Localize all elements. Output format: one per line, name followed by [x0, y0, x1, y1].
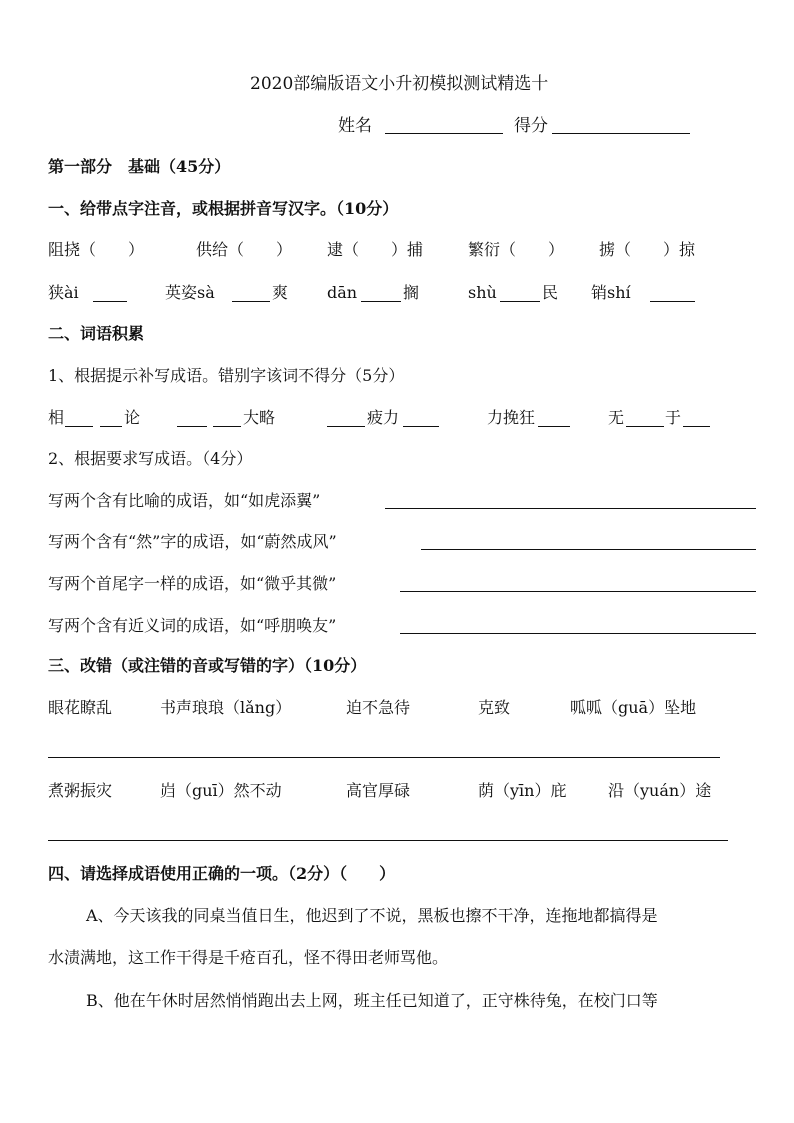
q4-option-a-cont: 水渍满地，这工作干得是千疮百孔，怪不得田老师骂他。 [48, 948, 449, 967]
q2-heading: 二、词语积累 [48, 324, 145, 343]
q2-sub1: 1、根据提示补写成语。错别字该词不得分（5分） [48, 366, 405, 385]
q2-line: 写两个含有“然”字的成语，如“蔚然成风” [48, 532, 337, 551]
q3-item: 高官厚碌 [346, 781, 411, 800]
idiom-blank[interactable] [683, 426, 710, 427]
idiom-blank[interactable] [213, 426, 241, 427]
idiom-item: 于 [665, 408, 682, 427]
q1-item: 搁 [403, 283, 420, 302]
q3-item: 书声琅琅（lǎng） [160, 698, 292, 717]
q1-item: 民 [542, 283, 559, 302]
q4-heading: 四、请选择成语使用正确的一项。（2分）（ ） [48, 864, 396, 883]
idiom-item: 力挽狂 [487, 408, 536, 427]
q1-item: shù [468, 283, 497, 302]
q1-blank[interactable] [500, 301, 540, 302]
q1-item: dān [327, 283, 358, 302]
q3-item: 呱呱（guā）坠地 [570, 698, 697, 717]
q4-option-b: B、他在午休时居然悄悄跑出去上网，班主任已知道了，正守株待兔，在校门口等 [86, 991, 658, 1010]
q3-item: 眼花瞭乱 [48, 698, 113, 717]
q1-blank[interactable] [650, 301, 695, 302]
name-label: 姓名 [338, 116, 372, 136]
q3-item: 岿（guī）然不动 [160, 781, 282, 800]
q2-answer-blank[interactable] [421, 549, 756, 550]
idiom-item: 无 [608, 408, 625, 427]
idiom-item: 疲力 [367, 408, 400, 427]
q3-heading: 三、改错（或注错的音或写错的字）（10分） [48, 656, 367, 675]
q1-item: 狭ài [48, 283, 79, 302]
q3-answer-line[interactable] [48, 757, 720, 758]
idiom-item: 论 [124, 408, 141, 427]
q3-item: 煮粥振灾 [48, 781, 113, 800]
q2-answer-blank[interactable] [400, 591, 756, 592]
q2-answer-blank[interactable] [385, 508, 756, 509]
q1-item: 英姿sà [165, 283, 215, 302]
q1-blank[interactable] [361, 301, 401, 302]
q1-item: 阻挠（ ） [48, 240, 145, 259]
idiom-item: 相 [48, 408, 65, 427]
q1-blank[interactable] [232, 301, 270, 302]
q1-heading: 一、给带点字注音，或根据拼音写汉字。（10分） [48, 199, 399, 218]
score-blank[interactable] [552, 133, 690, 134]
idiom-blank[interactable] [100, 426, 122, 427]
name-blank[interactable] [385, 133, 503, 134]
q1-blank[interactable] [93, 301, 127, 302]
q2-line: 写两个含有近义词的成语，如“呼朋唤友” [48, 616, 337, 635]
idiom-blank[interactable] [626, 426, 664, 427]
q3-item: 克致 [478, 698, 511, 717]
part1-heading: 第一部分 基础（45分） [48, 157, 231, 176]
q1-item: 掳（ ）掠 [599, 240, 696, 259]
q3-item: 迫不急待 [346, 698, 411, 717]
score-label: 得分 [514, 116, 548, 136]
q2-sub2: 2、根据要求写成语。（4分） [48, 449, 253, 468]
q2-line: 写两个首尾字一样的成语，如“微乎其微” [48, 574, 337, 593]
idiom-blank[interactable] [538, 426, 570, 427]
q1-item: 供给（ ） [196, 240, 293, 259]
q1-item: 销shí [591, 283, 631, 302]
q3-item: 荫（yīn）庇 [478, 781, 567, 800]
idiom-item: 大略 [243, 408, 276, 427]
q2-line: 写两个含有比喻的成语，如“如虎添翼” [48, 491, 321, 510]
exam-title: 2020部编版语文小升初模拟测试精选十 [250, 74, 549, 94]
q2-answer-blank[interactable] [400, 633, 756, 634]
q4-option-a: A、今天该我的同桌当值日生，他迟到了不说，黑板也擦不干净，连拖地都搞得是 [86, 906, 658, 925]
q1-item: 爽 [272, 283, 289, 302]
idiom-blank[interactable] [403, 426, 439, 427]
q1-item: 逮（ ）捕 [327, 240, 424, 259]
q3-item: 沿（yuán）途 [608, 781, 712, 800]
idiom-blank[interactable] [65, 426, 93, 427]
idiom-blank[interactable] [327, 426, 365, 427]
q3-answer-line[interactable] [48, 840, 728, 841]
q1-item: 繁衍（ ） [468, 240, 565, 259]
idiom-blank[interactable] [177, 426, 207, 427]
